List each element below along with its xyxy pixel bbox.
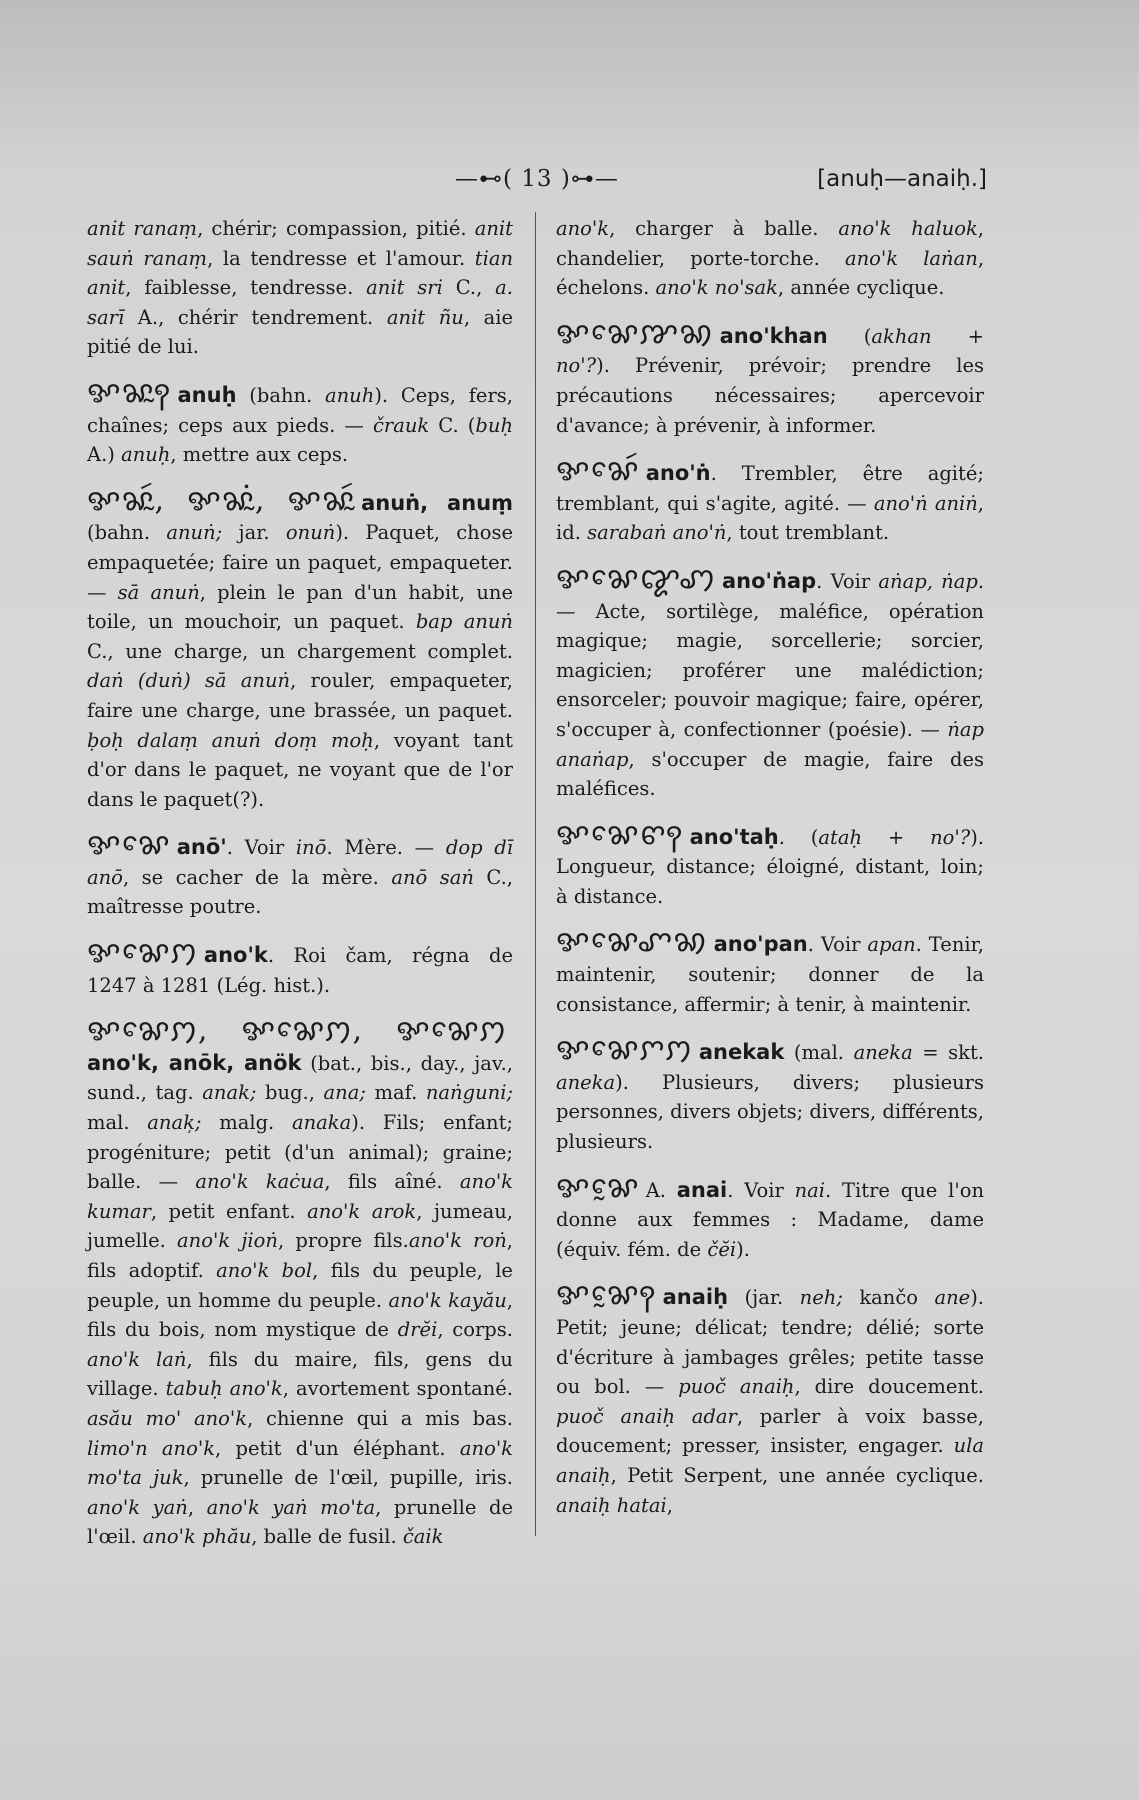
text: ). Ceps, fers, chaînes; ceps aux pieds. — [87, 383, 513, 437]
headword: ano'ṅ [645, 461, 711, 486]
text: mal. [87, 1111, 148, 1135]
text: . — Acte, sortilège, maléfice, opération magique; magie, sorcellerie; sorcier, magicien; proférer une malédiction; ensorceler; pouvoir magique; faire, opérer, s'occuper à, confectionner (poésie). — [556, 569, 985, 741]
term: anit ñu [386, 305, 464, 329]
headword: anuḥ [177, 382, 237, 407]
cham-script-icon: ꨀꨗꨰꩍ [556, 1277, 657, 1313]
cham-script-icon: ꨀꨗꨭꩍ [87, 374, 172, 410]
text: bug., [256, 1081, 324, 1105]
term: a. sarī [87, 276, 513, 329]
term: puoč anaiḥ [678, 1375, 795, 1399]
term: onuṅ [285, 521, 336, 545]
term: neh; [799, 1286, 843, 1310]
term: ano'k laṅan [844, 246, 978, 270]
text: ). Paquet, chose empaquetée; faire un paquet, empaqueter. — [87, 521, 513, 604]
term: ano'k no'sak [655, 276, 778, 300]
text: (mal. [784, 1041, 854, 1065]
text: , chandelier, porte-torche. [556, 217, 984, 270]
entry-anok [87, 1013, 514, 1552]
term: ana; [323, 1081, 366, 1105]
term: ano'k laṅ [87, 1347, 187, 1371]
cham-script-icon: ꨀꨗꨯ [87, 827, 171, 863]
text: ). Plusieurs, divers; plusieurs personnes, divers objets; divers, différents, plusieurs. [556, 1070, 984, 1154]
term: tian anit [87, 246, 514, 300]
term: puoč anaiḥ adar [556, 1404, 737, 1428]
headword: anuṅ, anuṃ [361, 490, 514, 515]
text: ). [736, 1237, 750, 1261]
term: ano'k kayău [388, 1288, 507, 1312]
text: = skt. [912, 1041, 985, 1065]
text: , chérir; compassion, pitié. [197, 217, 475, 240]
headword: ano'ṅap [722, 568, 817, 593]
page-header [455, 166, 987, 206]
term: tabuḥ ano'k [165, 1377, 283, 1401]
headword: anekak [698, 1040, 785, 1065]
term: anuḥ [121, 443, 171, 467]
term: ula anaiḥ [556, 1434, 984, 1487]
entry-continuation [87, 214, 513, 362]
text: ). Prévenir, prévoir; prendre les précautions nécessaires; apercevoir d'avance; à prévenir, à informer. [556, 354, 984, 437]
term: anō saṅ [391, 865, 474, 889]
text: . ( [778, 825, 819, 849]
text: , [666, 1493, 673, 1517]
headword: anaiḥ [662, 1285, 729, 1310]
text: , petit d'un éléphant. [215, 1436, 460, 1460]
cham-script-icon: ꨀꨗꨯꨓꩍ [556, 816, 684, 852]
term: anaķ; [147, 1111, 202, 1135]
term: ḅoḥ dalaṃ anuṅ doṃ moḥ [87, 728, 374, 752]
entry-anon [556, 453, 984, 548]
text: ( [827, 324, 872, 348]
term: ane [934, 1286, 971, 1310]
text: C., une charge, un chargement complet. [87, 639, 513, 663]
entry-anai [556, 1169, 985, 1265]
term: ataḥ + no'? [818, 825, 971, 849]
term: ano'k arok [307, 1199, 417, 1223]
entry-anuh [87, 374, 514, 470]
term: čĕi [707, 1237, 737, 1261]
term: apan [867, 933, 916, 957]
text: A. [645, 1178, 677, 1202]
cham-script-icon: ꨀꨗꨯꩀ, ꨀꨗꨯꩀ, ꨀꨗꨯꩀ [87, 1013, 507, 1049]
text: A., chérir tendrement. [124, 305, 387, 329]
text: , Petit Serpent, une année cyclique. [610, 1463, 984, 1487]
text: , chienne qui a mis bas. [247, 1406, 513, 1430]
text: . Voir [727, 1178, 795, 1202]
text: , dire doucement. [794, 1375, 985, 1399]
term: anak; [202, 1081, 257, 1105]
text: maf. [365, 1081, 426, 1105]
text: , plein le pan d'un habit, une toile, un mouchoir, un paquet. [87, 580, 514, 634]
term: asău mo' ano'k [87, 1406, 248, 1430]
text: , aie pitié de lui. [87, 305, 513, 359]
cham-script-icon: ꨀꨗꨯꨆꩀ [556, 1032, 693, 1068]
text: , prunelle de l'œil, pupille, iris. [183, 1466, 513, 1490]
term: črauk [372, 413, 430, 437]
term: ano'k jioṅ [177, 1229, 278, 1253]
text: , la tendresse et l'amour. [207, 246, 475, 270]
headword: ano'khan [719, 323, 828, 348]
cham-script-icon: ꨀꨗꨯꩃ [556, 453, 640, 489]
cham-script-icon: ꨀꨗꨰ [556, 1169, 640, 1205]
term: anuh [325, 383, 375, 407]
term: naṅguni; [425, 1081, 514, 1105]
text: , petit enfant. [150, 1199, 308, 1223]
running-head: [anuḥ—anaiḥ.] [817, 166, 987, 192]
text: , fils adoptif. [87, 1229, 513, 1282]
text: , tout tremblant. [726, 521, 890, 545]
term: bap anuṅ [415, 610, 513, 634]
term: dop dī anō [87, 836, 513, 889]
term: aṅap, ṅap [878, 569, 978, 593]
text: , avortement spontané. [282, 1377, 513, 1401]
term: aneka [556, 1070, 616, 1094]
text: ). Petit; jeune; délicat; tendre; délié; sorte d'écriture à jambages grêles; petite tasse ou bol. — [556, 1286, 984, 1399]
text: (jar. [728, 1286, 800, 1310]
text: (bahn. [236, 383, 325, 407]
text: , échelons. [556, 246, 985, 300]
text: C., maîtresse poutre. [87, 865, 513, 919]
term: ano'k kumar [87, 1170, 513, 1223]
text: , prunelle de l'œil. [87, 1495, 513, 1549]
text: , [187, 1495, 207, 1519]
text: ). Longueur, distance; éloigné, distant, loin; à distance. [556, 825, 984, 908]
entry-anonap [556, 560, 985, 804]
entry-ano [87, 827, 513, 922]
term: anuṅ; [166, 521, 223, 545]
column-divider [535, 212, 536, 1536]
text: . Voir [807, 933, 868, 957]
term: limo'n ano'k [87, 1436, 216, 1460]
term: buḥ [475, 413, 514, 437]
headword: ano'pan [713, 932, 808, 957]
text: , fils du bois, nom mystique de [87, 1288, 513, 1342]
text: kančo [842, 1286, 935, 1310]
term: čaik [402, 1525, 444, 1549]
text: , fils aîné. [324, 1170, 460, 1194]
entry-anekak [556, 1032, 985, 1156]
text: . Trembler, être agité; tremblant, qui s'agite, agité. — [556, 462, 984, 515]
term: ano'k yaṅ mo'ta [206, 1495, 376, 1519]
term: anaiḥ hatai [556, 1493, 667, 1517]
text: , se cacher de la mère. [122, 865, 392, 889]
term: ano'k [556, 217, 610, 240]
term: drĕi [397, 1318, 438, 1342]
cham-script-icon: ꨀꨗꨭꩃ, ꨀꨗꨭꩌ, ꨀꨗꨭꩃ [87, 482, 356, 518]
text: . Roi čam, régna de 1247 à 1281 (Lég. hist.). [87, 944, 513, 997]
term: aneka [853, 1041, 913, 1065]
text: ). Fils; enfant; progéniture; petit (d'un animal); graine; balle. — [87, 1111, 513, 1194]
text: , s'occuper de magie, faire des maléfices. [556, 747, 984, 801]
term: sarabaṅ ano'ṅ [587, 521, 727, 545]
text: jar. [222, 521, 286, 545]
entry-anotah [556, 816, 984, 912]
entry-anok-king [87, 935, 513, 1000]
cham-script-icon: ꨀꨗꨯꨚꩆ [556, 924, 708, 960]
term: ano'k mo'ta juk [87, 1436, 513, 1490]
headword: ano'taḥ [689, 824, 779, 849]
term: akhan + no'? [556, 324, 984, 378]
text: , propre fils. [277, 1229, 409, 1253]
term: ano'k roṅ [408, 1229, 507, 1253]
term: ano'k yaṅ [87, 1495, 188, 1519]
term: sā anuṅ [117, 580, 200, 604]
text: , année cyclique. [777, 276, 945, 300]
left-column [87, 214, 513, 1552]
term: inō [295, 836, 327, 860]
text: (bat., bis., day., jav., sund., tag. [87, 1051, 513, 1105]
cham-script-icon: ꨀꨗꨯꨑꩇ [556, 560, 716, 596]
text: . Voir [816, 569, 879, 593]
term: anaka [291, 1111, 352, 1135]
term: anit sri [366, 276, 443, 300]
term: ano'k phău [142, 1525, 252, 1549]
text: , jumeau, jumelle. [87, 1199, 513, 1253]
text: . Titre que l'on donne aux femmes : Madame, dame (équiv. fém. de [556, 1178, 985, 1261]
entry-anun [87, 482, 514, 815]
text: , corps. [437, 1318, 513, 1342]
entry-continuation [556, 214, 984, 303]
term: anit sauṅ ranaṃ [87, 217, 513, 270]
headword: ano'k [203, 943, 268, 968]
term: anit ranaṃ [87, 217, 198, 240]
term: daṅ (duṅ) sā anuṅ [87, 669, 291, 693]
term: ṅap anaṅap [556, 717, 984, 771]
page-number: —⊷( 13 )⊶— [455, 166, 619, 192]
text: (bahn. [87, 521, 167, 545]
entry-anopan [556, 924, 984, 1019]
text: , mettre aux ceps. [170, 443, 349, 467]
entry-anaih [556, 1277, 985, 1520]
text: malg. [201, 1111, 292, 1135]
term: ano'k bol [216, 1259, 313, 1282]
text: A.) [87, 443, 122, 467]
headword: anō' [176, 835, 227, 860]
text: , id. [556, 491, 984, 545]
text: , faiblesse, tendresse. [125, 276, 367, 300]
cham-script-icon: ꨀꨗꨯꩀ [87, 935, 198, 971]
term: ano'k haluok [838, 217, 978, 240]
right-column [556, 214, 984, 1520]
cham-script-icon: ꨀꨗꨯꨇꩆ [556, 315, 714, 351]
text: C., [442, 276, 496, 300]
text: . Voir [226, 836, 296, 860]
text: . Tenir, maintenir, soutenir; donner de la consistance, affermir; à tenir, à maintenir. [556, 933, 984, 1016]
text: , voyant tant d'or dans le paquet, ne voyant que de l'or dans le paquet(?). [87, 728, 513, 811]
term: ano'k kaċua [195, 1170, 325, 1194]
text: , rouler, empaqueter, faire une charge, une brassée, un paquet. [87, 669, 513, 722]
text: . Mère. — [326, 836, 446, 860]
text: , fils du maire, fils, gens du village. [87, 1347, 513, 1401]
entry-anokhan [556, 315, 984, 440]
text: , balle de fusil. [251, 1525, 403, 1549]
text: C. ( [429, 413, 476, 437]
text: , parler à voix basse, doucement; presser, insister, engager. [556, 1404, 984, 1458]
text: , fils du peuple, le peuple, un homme du peuple. [87, 1259, 513, 1312]
term: nai [794, 1178, 826, 1202]
term: ano'ṅ aniṅ [873, 491, 978, 515]
text: , charger à balle. [609, 217, 839, 240]
headword: ano'k, anōk, anök [87, 1050, 302, 1075]
headword: anai [676, 1177, 728, 1202]
